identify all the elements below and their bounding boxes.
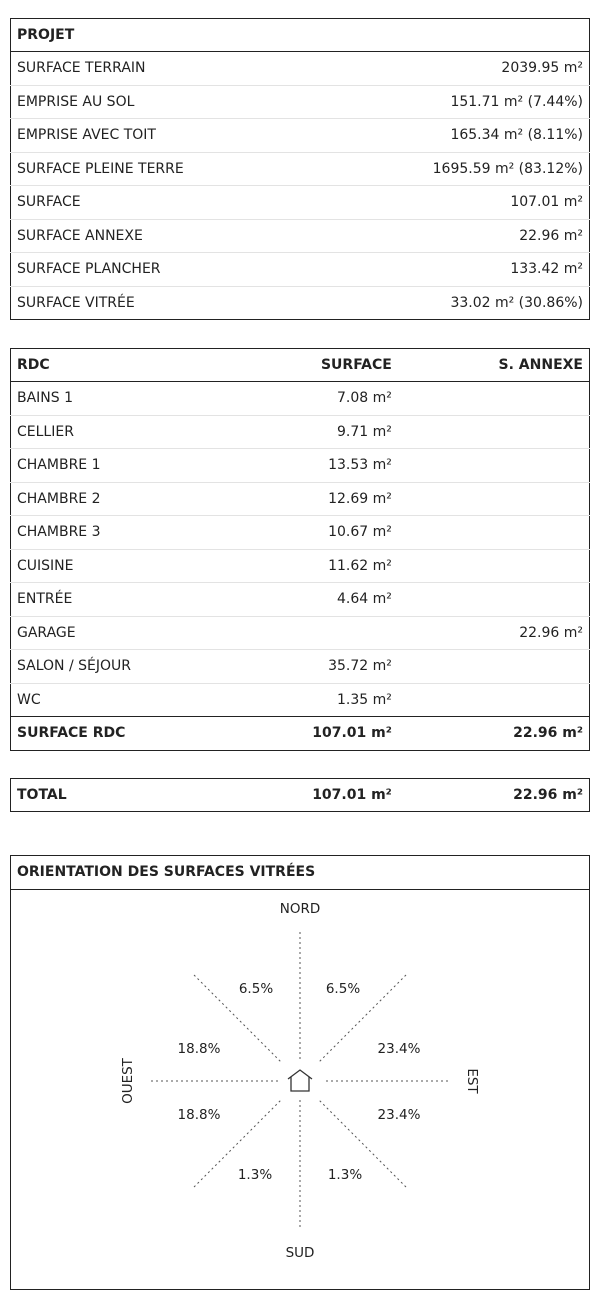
projet-row-label: SURFACE PLEINE TERRE [11,152,314,186]
rdc-row [11,549,590,583]
total-table [10,778,590,812]
label-nord: NORD [279,901,321,917]
projet-row-label: SURFACE VITRÉE [11,286,314,320]
rdc-row [11,616,590,650]
rdc-row-annexe [398,482,590,516]
projet-row-label: SURFACE [11,186,314,220]
projet-row [11,152,590,186]
rdc-row [11,415,590,449]
rdc-row-annexe [398,415,590,449]
rdc-row-room: CUISINE [11,549,280,583]
rdc-row [11,482,590,516]
projet-row [11,219,590,253]
projet-row-value: 165.34 m² (8.11%) [314,119,590,153]
rdc-row-surface [280,616,398,650]
rdc-row [11,382,590,416]
house-icon [288,1070,312,1091]
projet-row-label: SURFACE TERRAIN [11,52,314,86]
rdc-row-room: ENTRÉE [11,583,280,617]
total-annexe: 22.96 m² [513,787,583,803]
label-sud: SUD [285,1245,315,1261]
rdc-summary-surface: 107.01 m² [280,717,398,751]
rdc-row-annexe [398,449,590,483]
pct-sse: 1.3% [327,1167,363,1183]
projet-row-value: 22.96 m² [314,219,590,253]
pct-ssw: 1.3% [237,1167,273,1183]
rdc-header-room: RDC [11,349,280,382]
rdc-row-room: CHAMBRE 1 [11,449,280,483]
rdc-row-surface: 10.67 m² [280,516,398,550]
projet-row [11,253,590,287]
projet-row-value: 107.01 m² [314,186,590,220]
total-surface: 107.01 m² [312,787,392,803]
rdc-row-annexe [398,650,590,684]
rdc-row-room: SALON / SÉJOUR [11,650,280,684]
rdc-row-surface: 9.71 m² [280,415,398,449]
rdc-row [11,650,590,684]
projet-row [11,52,590,86]
rdc-row-annexe [398,549,590,583]
rdc-row [11,683,590,717]
projet-row-label: EMPRISE AU SOL [11,85,314,119]
rdc-header-annexe: S. ANNEXE [398,349,590,382]
rdc-row-annexe: 22.96 m² [398,616,590,650]
projet-table [10,18,590,320]
label-est: EST [464,1068,480,1094]
rdc-row [11,516,590,550]
rdc-row-room: BAINS 1 [11,382,280,416]
rdc-row-annexe [398,382,590,416]
rdc-row-annexe [398,516,590,550]
projet-row-value: 33.02 m² (30.86%) [314,286,590,320]
rdc-summary-label: SURFACE RDC [11,717,280,751]
projet-row-value: 151.71 m² (7.44%) [314,85,590,119]
projet-row-value: 2039.95 m² [314,52,590,86]
rdc-row-surface: 4.64 m² [280,583,398,617]
rdc-row-surface: 11.62 m² [280,549,398,583]
rdc-row-annexe [398,583,590,617]
projet-row-value: 133.42 m² [314,253,590,287]
rdc-row-surface: 1.35 m² [280,683,398,717]
rdc-row-annexe [398,683,590,717]
total-label: TOTAL [17,787,67,803]
pct-nnw: 6.5% [238,981,274,997]
rdc-row-room: WC [11,683,280,717]
rdc-row-room: GARAGE [11,616,280,650]
projet-row-value: 1695.59 m² (83.12%) [314,152,590,186]
rdc-summary-annexe: 22.96 m² [398,717,590,751]
rdc-row-surface: 35.72 m² [280,650,398,684]
pct-ene: 23.4% [377,1041,421,1057]
pct-wsw: 18.8% [177,1107,221,1123]
rdc-row-surface: 7.08 m² [280,382,398,416]
projet-row [11,85,590,119]
rdc-row-surface: 12.69 m² [280,482,398,516]
projet-row-label: SURFACE ANNEXE [11,219,314,253]
orientation-title: ORIENTATION DES SURFACES VITRÉES [11,856,589,890]
orientation-compass [11,890,589,1290]
rdc-row [11,449,590,483]
rdc-row [11,583,590,617]
projet-row-label: EMPRISE AVEC TOIT [11,119,314,153]
rdc-row-room: CHAMBRE 3 [11,516,280,550]
rdc-header-surface: SURFACE [280,349,398,382]
projet-row [11,186,590,220]
rdc-summary-row [11,717,590,751]
rdc-table [10,348,590,751]
rdc-row-room: CELLIER [11,415,280,449]
total-row [11,779,590,812]
rdc-row-surface: 13.53 m² [280,449,398,483]
rdc-row-room: CHAMBRE 2 [11,482,280,516]
pct-wnw: 18.8% [177,1041,221,1057]
pct-nne: 6.5% [325,981,361,997]
pct-ese: 23.4% [377,1107,421,1123]
projet-row [11,286,590,320]
orientation-panel [10,855,590,1290]
projet-row [11,119,590,153]
projet-title: PROJET [11,19,590,52]
projet-row-label: SURFACE PLANCHER [11,253,314,287]
label-ouest: OUEST [120,1058,136,1104]
